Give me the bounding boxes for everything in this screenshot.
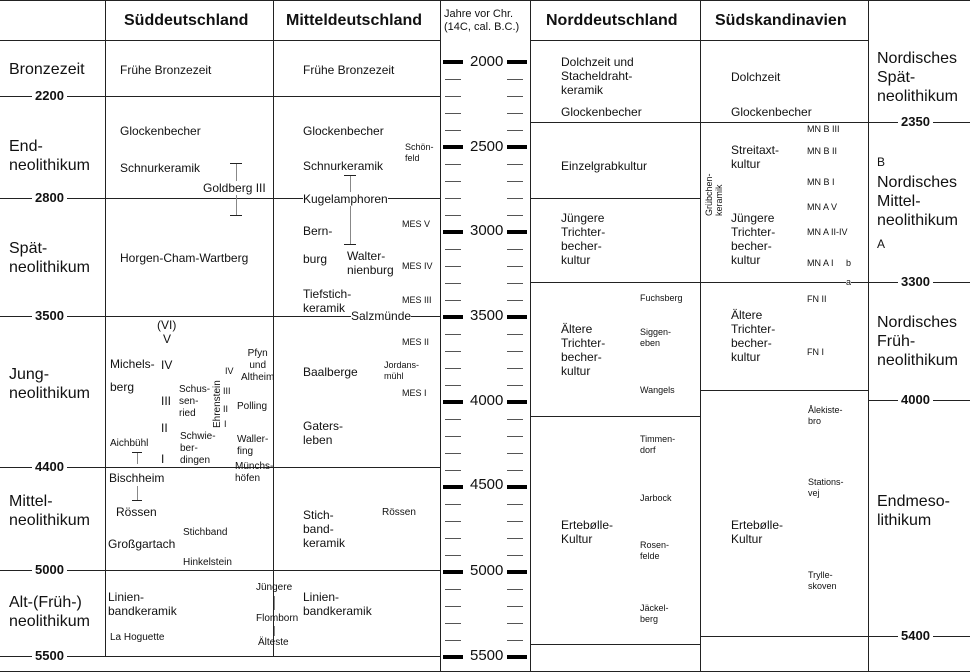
axis-minor-tick [507, 640, 523, 641]
axis-major-tick [443, 315, 463, 319]
phase-label: MES III [402, 295, 432, 305]
axis-minor-tick [507, 504, 523, 505]
culture-label: Linien- bandkeramik [108, 590, 177, 619]
skand-boundary [700, 282, 868, 283]
year-label: 3300 [898, 274, 933, 289]
phase-label: Siggen- eben [640, 327, 672, 348]
culture-label: Einzelgrabkultur [561, 159, 648, 173]
phase-label: Jüngere [256, 582, 293, 593]
axis-minor-tick [445, 521, 461, 522]
culture-label: Grübchen- keramik [704, 173, 724, 216]
culture-label: Rössen [382, 507, 416, 518]
axis-minor-tick [507, 300, 523, 301]
culture-label: Streitaxt- kultur [731, 143, 780, 172]
header-divider-right [530, 40, 868, 41]
culture-label: Ertebølle- Kultur [561, 518, 614, 547]
period-nordisches-mittelneolithikum: Nordisches Mittel- neolithikum [877, 174, 958, 229]
culture-label: Frühe Bronzezeit [303, 63, 395, 77]
range-cap [344, 175, 356, 176]
axis-minor-tick [507, 164, 523, 165]
axis-major-tick [507, 315, 527, 319]
col-divider [868, 0, 869, 672]
nord-boundary [530, 282, 700, 283]
phase-label: I [161, 452, 165, 466]
phase-label: MN B I [807, 177, 835, 187]
phase-label: Rosen- felde [640, 540, 670, 561]
culture-label: Tiefstich- keramik [303, 287, 352, 316]
culture-label: Walter- nienburg [347, 249, 394, 278]
nord-boundary [530, 122, 700, 123]
year-label: 2800 [32, 190, 67, 205]
axis-year: 5500 [470, 647, 504, 664]
culture-label: Jüngere Trichter- becher- kultur [731, 211, 776, 268]
culture-label: Dolchzeit [731, 70, 781, 84]
culture-label: Dolchzeit und Stacheldraht- keramik [561, 55, 634, 98]
culture-label: Glockenbecher [731, 105, 812, 119]
period-altneolithikum: Alt-(Früh-) neolithikum [9, 594, 90, 630]
axis-minor-tick [507, 555, 523, 556]
culture-label: Ertebølle- Kultur [731, 518, 784, 547]
axis-year: 4500 [470, 476, 504, 493]
axis-minor-tick [507, 521, 523, 522]
phase-label: MES IV [402, 261, 433, 271]
axis-minor-tick [445, 385, 461, 386]
axis-minor-tick [507, 436, 523, 437]
culture-label: Linien- bandkeramik [303, 590, 372, 619]
axis-minor-tick [445, 470, 461, 471]
phase-label: B [877, 155, 886, 169]
culture-label: Kugelamphoren [303, 192, 388, 206]
axis-major-tick [443, 145, 463, 149]
nord-boundary [530, 198, 700, 199]
culture-label: Großgartach [108, 537, 176, 551]
axis-major-tick [443, 60, 463, 64]
phase-label: b [846, 258, 852, 268]
range-bar [274, 596, 275, 610]
culture-label: Salzmünde [351, 309, 412, 323]
axis-year: 2000 [470, 53, 504, 70]
axis-year: 4000 [470, 392, 504, 409]
axis-major-tick [507, 655, 527, 659]
phase-label: a [846, 277, 852, 287]
range-bar [350, 175, 351, 192]
phase-label: MN B III [807, 124, 840, 134]
culture-label: Baalberge [303, 365, 358, 379]
skand-boundary [700, 122, 868, 123]
culture-label: Stich- band- keramik [303, 508, 346, 551]
axis-year: 5000 [470, 562, 504, 579]
culture-label: Horgen-Cham-Wartberg [120, 251, 249, 265]
year-label: 4400 [32, 459, 67, 474]
axis-minor-tick [507, 606, 523, 607]
axis-minor-tick [507, 419, 523, 420]
range-bar [274, 626, 275, 636]
axis-major-tick [443, 485, 463, 489]
culture-label: La Hoguette [110, 632, 165, 643]
period-jungneolithikum: Jung- neolithikum [9, 366, 90, 402]
axis-minor-tick [445, 334, 461, 335]
year-label: 4000 [898, 392, 933, 407]
axis-minor-tick [507, 79, 523, 80]
col-divider [273, 0, 274, 656]
culture-label: Aichbühl [110, 438, 149, 449]
axis-minor-tick [445, 419, 461, 420]
culture-label: Ehrenstein [212, 380, 223, 428]
culture-label: Waller- fing [237, 434, 269, 457]
header-mitteldeutschland: Mitteldeutschland [286, 12, 423, 29]
phase-label: Jäckel- berg [640, 603, 669, 624]
phase-label: Fuchsberg [640, 293, 683, 303]
axis-minor-tick [445, 249, 461, 250]
axis-major-tick [443, 655, 463, 659]
axis-minor-tick [507, 113, 523, 114]
culture-label: Stichband [183, 527, 228, 538]
axis-major-tick [507, 400, 527, 404]
axis-minor-tick [445, 96, 461, 97]
phase-label: MN B II [807, 146, 838, 156]
phase-label: II [161, 421, 168, 435]
phase-label: I [224, 419, 227, 429]
axis-minor-tick [507, 589, 523, 590]
skand-boundary [700, 390, 868, 391]
period-nordisches-spaetneolithikum: Nordisches Spät- neolithikum [877, 50, 958, 105]
culture-label: Münchs- höfen [235, 461, 274, 484]
phase-label: MN A I [807, 258, 834, 268]
range-bar [137, 452, 138, 464]
axis-minor-tick [445, 368, 461, 369]
axis-minor-tick [445, 215, 461, 216]
axis-minor-tick [507, 538, 523, 539]
range-bar [350, 206, 351, 244]
phase-label: (VI) [157, 318, 177, 332]
axis-minor-tick [507, 181, 523, 182]
culture-label: Schus- sen- ried [179, 384, 211, 419]
culture-label: Bischheim [109, 471, 165, 485]
culture-label: Schnurkeramik [120, 161, 201, 175]
axis-minor-tick [445, 164, 461, 165]
period-endneolithikum: End- neolithikum [9, 138, 90, 174]
range-cap [230, 215, 242, 216]
range-cap [132, 500, 142, 501]
phase-label: III [223, 386, 231, 396]
axis-major-tick [443, 400, 463, 404]
period-endmesolithikum: Endmeso- lithikum [877, 493, 950, 529]
axis-minor-tick [507, 470, 523, 471]
axis-year: 3500 [470, 307, 504, 324]
axis-minor-tick [507, 198, 523, 199]
phase-label: III [161, 394, 172, 408]
top-border [0, 0, 970, 1]
year-label: 5500 [32, 648, 67, 663]
culture-label: Glockenbecher [120, 124, 201, 138]
culture-label: Schön- feld [405, 142, 434, 163]
header-divider [0, 40, 440, 41]
phase-label: Flomborn [256, 613, 299, 624]
culture-label: Ältere Trichter- becher- kultur [561, 322, 606, 379]
phase-label: IV [225, 366, 234, 376]
year-label: 2200 [32, 88, 67, 103]
phase-label: V [163, 332, 172, 346]
axis-minor-tick [445, 589, 461, 590]
axis-major-tick [507, 570, 527, 574]
axis-major-tick [507, 145, 527, 149]
axis-minor-tick [445, 351, 461, 352]
axis-minor-tick [507, 130, 523, 131]
axis-minor-tick [445, 538, 461, 539]
phase-label: FN II [807, 294, 827, 304]
culture-label: Schwie- ber- dingen [180, 431, 216, 466]
axis-minor-tick [507, 385, 523, 386]
culture-label: Gaters- leben [303, 419, 344, 448]
nord-boundary [530, 644, 700, 645]
phase-label: Älteste [258, 637, 289, 648]
axis-major-tick [443, 230, 463, 234]
axis-major-tick [507, 230, 527, 234]
axis-minor-tick [507, 96, 523, 97]
axis-minor-tick [445, 113, 461, 114]
axis-year: 2500 [470, 138, 504, 155]
phase-label: Timmen- dorf [640, 434, 676, 455]
col-divider [440, 0, 441, 672]
nord-boundary [530, 416, 700, 417]
axis-major-tick [443, 570, 463, 574]
axis-minor-tick [445, 606, 461, 607]
phase-label: II [223, 404, 229, 414]
period-nordisches-fruehneolithikum: Nordisches Früh- neolithikum [877, 314, 958, 369]
culture-label: Glockenbecher [303, 124, 384, 138]
phase-label: Jarbock [640, 493, 672, 503]
axis-minor-tick [445, 504, 461, 505]
range-cap [230, 163, 242, 164]
year-label: 2350 [898, 114, 933, 129]
header-sueddeutschland: Süddeutschland [124, 12, 249, 29]
axis-minor-tick [507, 249, 523, 250]
axis-minor-tick [507, 283, 523, 284]
year-label: 5000 [32, 562, 67, 577]
period-bronzezeit: Bronzezeit [9, 61, 85, 78]
header-suedskandinavien: Südskandinavien [715, 12, 847, 29]
axis-minor-tick [445, 555, 461, 556]
phase-label: MES I [402, 388, 427, 398]
period-mittelneolithikum: Mittel- neolithikum [9, 493, 90, 529]
header-time-axis: Jahre vor Chr. (14C, cal. B.C.) [444, 8, 520, 33]
phase-label: Trylle- skoven [808, 570, 837, 591]
phase-label: A [877, 237, 886, 251]
axis-minor-tick [445, 436, 461, 437]
axis-major-tick [507, 60, 527, 64]
axis-minor-tick [507, 368, 523, 369]
culture-label: Jüngere Trichter- becher- kultur [561, 211, 606, 268]
axis-minor-tick [445, 453, 461, 454]
phase-label: FN I [807, 347, 824, 357]
axis-minor-tick [445, 283, 461, 284]
phase-label: Wangels [640, 385, 675, 395]
axis-minor-tick [507, 215, 523, 216]
culture-label: Glockenbecher [561, 105, 642, 119]
axis-minor-tick [445, 623, 461, 624]
col-divider [105, 0, 106, 656]
culture-label: Frühe Bronzezeit [120, 63, 212, 77]
culture-label: Pfyn und Altheim [241, 348, 275, 383]
phase-label: Ålekiste- bro [808, 405, 843, 426]
culture-label: Polling [237, 401, 268, 412]
culture-label: Ältere Trichter- becher- kultur [731, 308, 776, 365]
range-cap [344, 244, 356, 245]
culture-label: Rössen [116, 505, 157, 519]
axis-minor-tick [445, 130, 461, 131]
phase-label: MN A II-IV [807, 227, 848, 237]
axis-minor-tick [445, 198, 461, 199]
range-bar [137, 486, 138, 500]
axis-year: 3000 [470, 222, 504, 239]
phase-label: IV [161, 358, 173, 372]
axis-minor-tick [445, 300, 461, 301]
phase-label: MN A V [807, 202, 838, 212]
phase-label: MES V [402, 219, 431, 229]
axis-minor-tick [445, 640, 461, 641]
axis-minor-tick [507, 266, 523, 267]
axis-minor-tick [507, 351, 523, 352]
axis-minor-tick [445, 266, 461, 267]
col-divider [700, 0, 701, 672]
culture-label: Michels- berg [110, 357, 155, 394]
axis-minor-tick [507, 453, 523, 454]
culture-label: Bern- burg [303, 224, 333, 267]
phase-label: MES II [402, 337, 430, 347]
range-cap [132, 452, 142, 453]
axis-minor-tick [445, 79, 461, 80]
skand-boundary [700, 636, 868, 637]
culture-label: Hinkelstein [183, 557, 232, 568]
axis-major-tick [507, 485, 527, 489]
axis-minor-tick [507, 334, 523, 335]
period-spaetneolithikum: Spät- neolithikum [9, 240, 90, 276]
year-label: 3500 [32, 308, 67, 323]
axis-minor-tick [507, 623, 523, 624]
axis-minor-tick [445, 181, 461, 182]
header-norddeutschland: Norddeutschland [546, 12, 678, 29]
year-label: 5400 [898, 628, 933, 643]
col-divider [530, 0, 531, 672]
culture-label: Schnurkeramik [303, 159, 384, 173]
phase-label: Stations- vej [808, 477, 844, 498]
culture-label: Goldberg III [203, 181, 266, 195]
culture-label: Jordans- mühl [384, 360, 420, 381]
